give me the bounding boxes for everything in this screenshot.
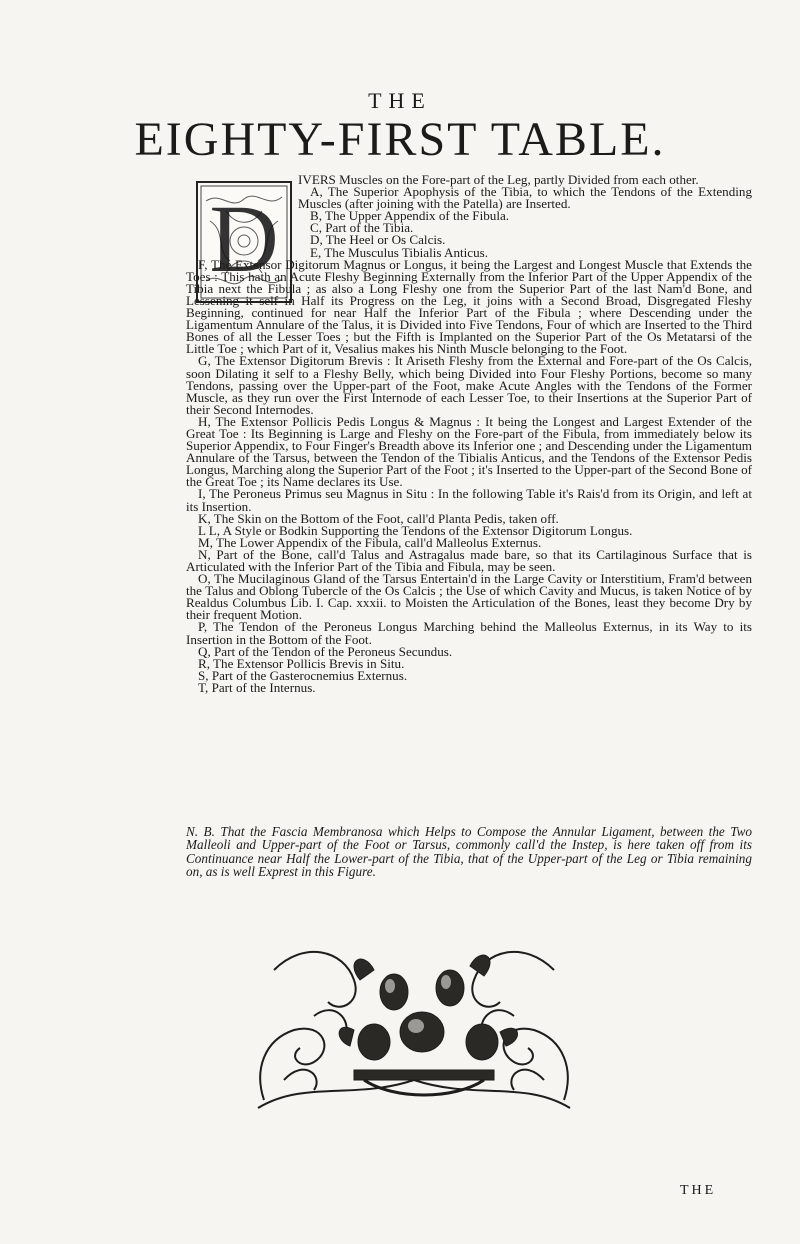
catchword: THE [680,1183,717,1198]
table-title: EIGHTY-FIRST TABLE. [134,113,666,166]
list-item: I, The Peroneus Primus seu Magnus in Situ : In the following Table it's Rais'd from its Origin, and left at its Insertion. [186,486,752,514]
list-item: G, The Extensor Digitorum Brevis : It Ariseth Fleshy from the External and Fore-part of the Os Calcis, soon Dilating it self to a Fleshy Belly, which being Divided into Four Fleshy Portions, become so many Tendons, passing over the Upper-part of the Foot, make Acute Angles with the Tendons of the Former Muscle, as they run over the First Internode of each Lesser Toe, to their Insertions at the Superior Part of their Second Internodes. [186,353,752,417]
list-item: B, The Upper Appendix of the Fibula. [310,208,510,224]
intro-paragraph: IVERS Muscles on the Fore-part of the Leg, partly Divided from each other. [298,172,699,187]
list-item: M, The Lower Appendix of the Fibula, call'd Malleolus Externus. [198,534,542,550]
list-item: C, Part of the Tibia. [310,220,414,236]
list-item: E, The Musculus Tibialis Anticus. [310,244,488,260]
list-item: F, The Extensor Digitorum Magnus or Longus, it being the Largest and Longest Muscle that Extends the Toes : This hath an Acute Fleshy Beginning Externally from the Inferior Part of the Upper Appendix of the Tibia next the Fibula ; as also a Long Fleshy one from the Superior Part of the last Nam'd Bone, and Lessening it self in Half its Progress on the Leg, it joins with a Second Broad, Disgregated Fleshy Beginning, continued for near Half the Inferior Part of the Fibula ; where Descending under the Ligamentum Annulare of the Talus, it is Divided into Five Tendons, Four of which are Inserted to the Third Bones of all the Lesser Toes ; but the Fifth is Implanted on the Superior Part of the Os Metatarsi of the Little Toe ; which Part of it, Vesalius makes his Ninth Muscle belonging to the Foot. [186,256,752,357]
list-item: A, The Superior Apophysis of the Tibia, to which the Tendons of the Extending Muscles (after joining with the Patella) are Inserted. [298,184,752,212]
cherub-ornament [244,930,584,1122]
svg-text:D: D [209,185,279,292]
nota-bene: N. B. That the Fascia Membranosa which Helps to Compose the Annular Ligament, between the Two Malleoli and Upper-part of the Foot or Tarsus, commonly call'd the Instep, is here taken off from its Continuance near Half the Lower-part of the Tibia, that of the Upper-part of the Leg or Tibia remaining on, as is well Exprest in this Figure. [186,824,752,880]
list-item: S, Part of the Gasterocnemius Externus. [198,667,408,683]
list-item: K, The Skin on the Bottom of the Foot, call'd Planta Pedis, taken off. [198,510,559,526]
list-item: L L, A Style or Bodkin Supporting the Tendons of the Extensor Digitorum Longus. [198,522,633,538]
list-item: Q, Part of the Tendon of the Peroneus Secundus. [198,643,453,659]
body-text [186,174,752,694]
list-item: R, The Extensor Pollicis Brevis in Situ. [198,655,405,671]
list-item: D, The Heel or Os Calcis. [310,232,446,248]
list-item: T, Part of the Internus. [198,679,316,695]
list-item: H, The Extensor Pollicis Pedis Longus & Magnus : It being the Longest and Largest Extender of the Great Toe : Its Beginning is Large and Fleshy on the Fore-part of the Fibula, from immediately below its Superior Appendix, to Four Finger's Breadth above its Inferior one ; and Descending under the Ligamentum Annulare of the Tarsus, between the Tendon of the Tibialis Anticus, and the Tendons of the Extensor Pedis Longus, Marching along the Superior Part of the Foot ; it's Inserted to the Upper-part of the Second Bone of the Great Toe ; its Name declares its Use. [186,413,752,490]
list-item: N, Part of the Bone, call'd Talus and Astragalus made bare, so that its Cartilaginous Surface that is Articulated with the Inferior Part of the Tibia and Fibula, may be seen. [186,546,752,574]
heading-the: THE [368,88,432,113]
list-item: P, The Tendon of the Peroneus Longus Marching behind the Malleolus Externus, in its Way to its Insertion in the Bottom of the Foot. [186,619,752,647]
list-item: O, The Mucilaginous Gland of the Tarsus Entertain'd in the Large Cavity or Interstitium, Fram'd between the Talus and Oblong Tubercle of the Os Calcis ; the Use of which Cavity and Mucus, is taken Notice of by Realdus Columbus Lib. I. Cap. xxxii. to Moisten the Articulation of the Bones, least they become Dry by their frequent Motion. [186,571,752,623]
